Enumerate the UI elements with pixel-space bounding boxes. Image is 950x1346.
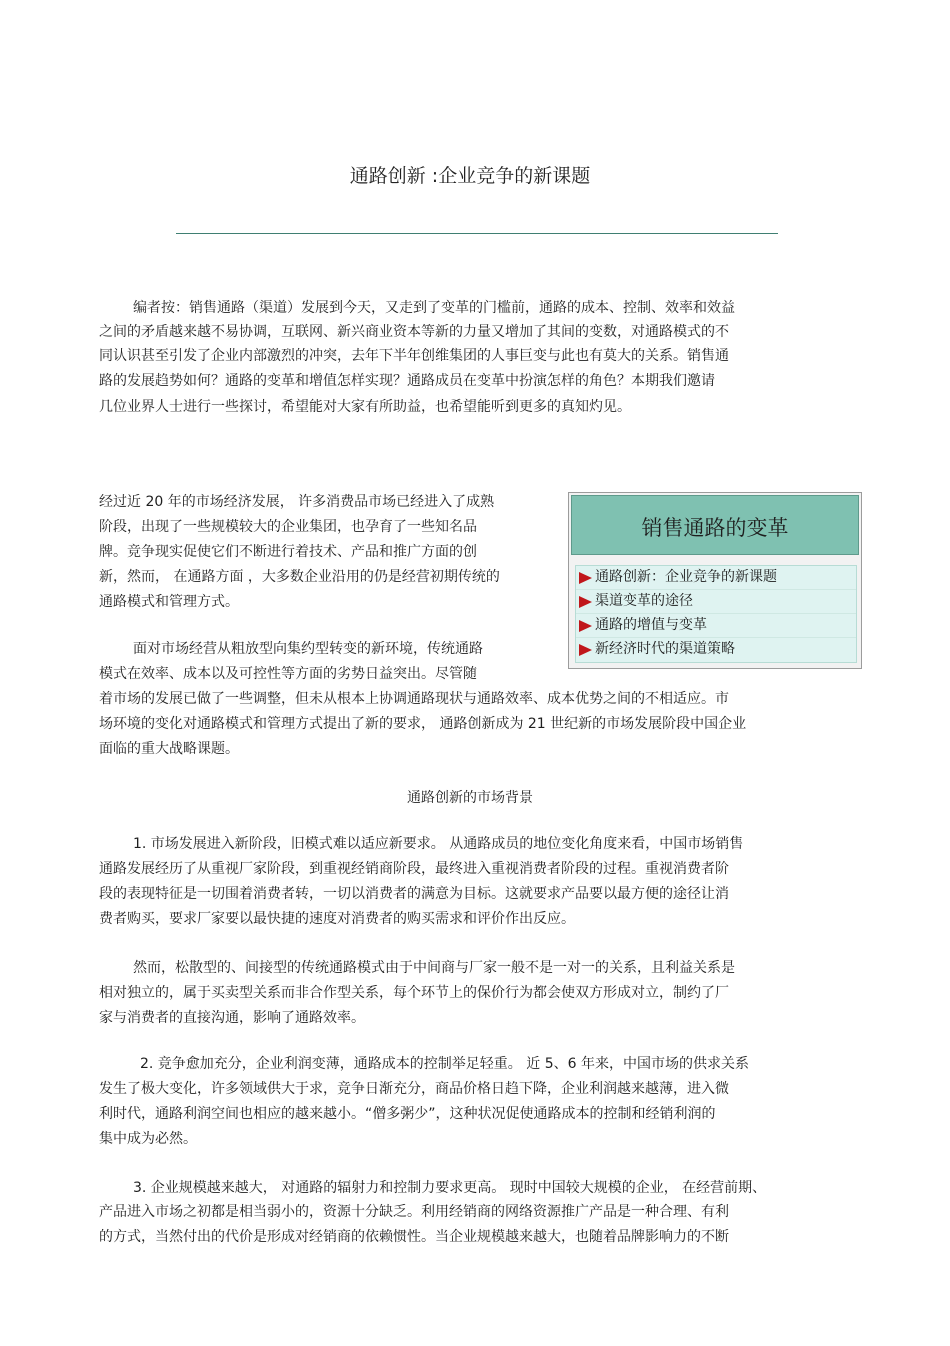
text-line: 发生了极大变化，许多领域供大于求，竞争日渐充分，商品价格日趋下降，企业利润越来越薄，进入微 — [99, 1081, 729, 1097]
sidebar-item[interactable] — [576, 614, 856, 638]
page-title: 通路创新 :企业竞争的新课题 — [349, 165, 591, 187]
text-line: 几位业界人士进行一些探讨，希望能对大家有所助益，也希望能听到更多的真知灼见。 — [99, 399, 631, 415]
sidebar-list — [575, 565, 857, 663]
sidebar-item[interactable] — [576, 638, 856, 662]
text-line: 相对独立的，属于买卖型关系而非合作型关系，每个环节上的保价行为都会使双方形成对立，制约了厂 — [99, 985, 729, 1001]
text-line: 之间的矛盾越来越不易协调，互联网、新兴商业资本等新的力量又增加了其间的变数，对通路模式的不 — [99, 324, 729, 340]
sidebar-box — [568, 492, 862, 669]
text-line: 经过近 20 年的市场经济发展， 许多消费品市场已经进入了成熟 — [99, 494, 495, 510]
text-line: 通路模式和管理方式。 — [99, 594, 239, 610]
text-line: 3. 企业规模越来越大， 对通路的辐射力和控制力要求更高。 现时中国较大规模的企业， 在经营前期、 — [133, 1180, 767, 1196]
text-line: 面对市场经营从粗放型向集约型转变的新环境，传统通路 — [133, 641, 483, 657]
text-line: 场环境的变化对通路模式和管理方式提出了新的要求， 通路创新成为 21 世纪新的市场发展阶段中国企业 — [99, 716, 747, 732]
text-line: 产品进入市场之初都是相当弱小的，资源十分缺乏。利用经销商的网络资源推广产品是一种合理、有利 — [99, 1204, 729, 1220]
sidebar-item-label: 通路的增值与变革 — [595, 617, 707, 633]
text-line: 家与消费者的直接沟通，影响了通路效率。 — [99, 1010, 365, 1026]
sidebar-item-label: 通路创新：企业竞争的新课题 — [595, 569, 777, 585]
text-line: 路的发展趋势如何？通路的变革和增值怎样实现？通路成员在变革中扮演怎样的角色？本期我们邀请 — [99, 373, 715, 389]
text-line: 的方式，当然付出的代价是形成对经销商的依赖惯性。当企业规模越来越大，也随着品牌影响力的不断 — [99, 1229, 729, 1245]
arrow-bullet-icon — [579, 644, 592, 656]
text-line: 同认识甚至引发了企业内部激烈的冲突，去年下半年创维集团的人事巨变与此也有莫大的关系。销售通 — [99, 348, 729, 364]
text-line: 牌。竞争现实促使它们不断进行着技术、产品和推广方面的创 — [99, 544, 477, 560]
text-line: 段的表现特征是一切围着消费者转，一切以消费者的满意为目标。这就要求产品要以最方便的途径让消 — [99, 886, 729, 902]
sidebar-item-label: 渠道变革的途径 — [595, 593, 693, 609]
sidebar-title: 销售通路的变革 — [641, 516, 789, 540]
text-line: 然而，松散型的、间接型的传统通路模式由于中间商与厂家一般不是一对一的关系，且利益关系是 — [133, 960, 735, 976]
sidebar-item[interactable] — [576, 590, 856, 614]
text-line: 通路发展经历了从重视厂家阶段，到重视经销商阶段，最终进入重视消费者阶段的过程。重视消费者阶 — [99, 861, 729, 877]
arrow-bullet-icon — [579, 620, 592, 632]
text-line: 阶段，出现了一些规模较大的企业集团，也孕育了一些知名品 — [99, 519, 477, 535]
text-line: 面临的重大战略课题。 — [99, 741, 239, 757]
text-line: 费者购买，要求厂家要以最快捷的速度对消费者的购买需求和评价作出反应。 — [99, 911, 575, 927]
arrow-bullet-icon — [579, 572, 592, 584]
title-divider — [176, 233, 778, 234]
text-line: 1. 市场发展进入新阶段，旧模式难以适应新要求。 从通路成员的地位变化角度来看，中国市场销售 — [133, 836, 744, 852]
section-heading: 通路创新的市场背景 — [407, 790, 533, 806]
sidebar-header — [571, 495, 859, 555]
text-line: 新，然而， 在通路方面 ，大多数企业沿用的仍是经营初期传统的 — [99, 569, 500, 585]
sidebar-item[interactable] — [576, 566, 856, 590]
text-line: 编者按：销售通路（渠道）发展到今天，又走到了变革的门槛前，通路的成本、控制、效率和效益 — [133, 300, 735, 316]
text-line: 集中成为必然。 — [99, 1131, 197, 1147]
arrow-bullet-icon — [579, 596, 592, 608]
text-line: 2. 竞争愈加充分，企业利润变薄，通路成本的控制举足轻重。 近 5、6 年来，中国市场的供求关系 — [140, 1056, 749, 1072]
text-line: 着市场的发展已做了一些调整，但未从根本上协调通路现状与通路效率、成本优势之间的不相适应。市 — [99, 691, 729, 707]
text-line: 利时代，通路利润空间也相应的越来越小。“僧多粥少”，这种状况促使通路成本的控制和经销利润的 — [99, 1106, 716, 1122]
sidebar-item-label: 新经济时代的渠道策略 — [595, 641, 735, 657]
text-line: 模式在效率、成本以及可控性等方面的劣势日益突出。尽管随 — [99, 666, 477, 682]
